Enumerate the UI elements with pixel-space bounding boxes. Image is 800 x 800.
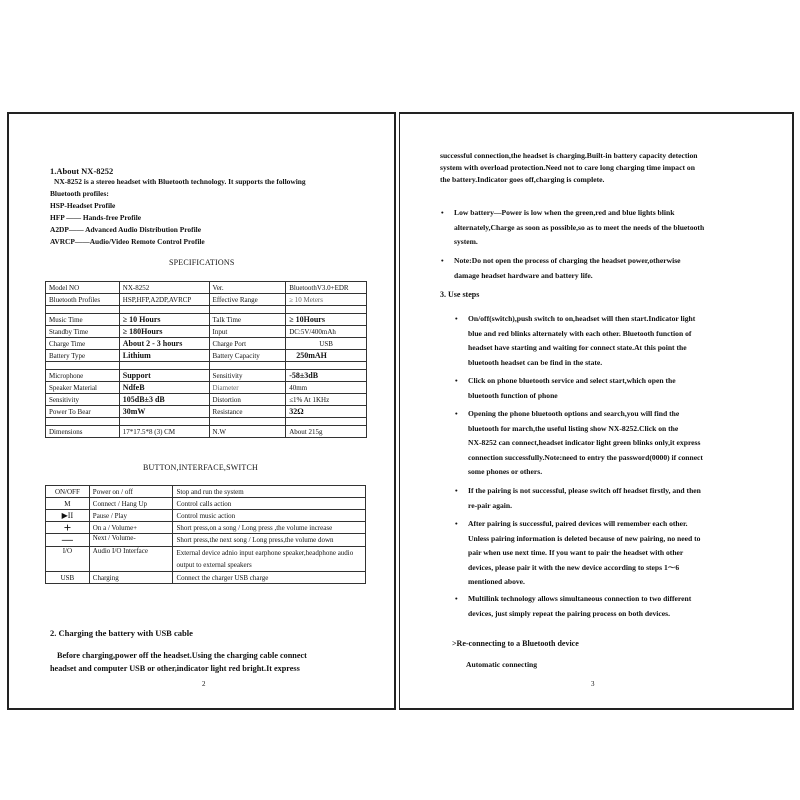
spec-cell: ≥ 10Hours bbox=[286, 314, 367, 326]
plus-icon: + bbox=[46, 522, 90, 534]
spec-cell: Talk Time bbox=[209, 314, 286, 326]
table-row bbox=[46, 486, 366, 498]
button-cell: Control calls action bbox=[173, 498, 366, 510]
list-item bbox=[441, 206, 705, 250]
table-row bbox=[46, 314, 367, 326]
table-row bbox=[46, 534, 366, 547]
minus-icon: — bbox=[46, 534, 90, 547]
text-line: If the pairing is not successful, please switch off headset firstly, and then bbox=[468, 486, 701, 495]
list-item bbox=[455, 312, 696, 370]
text-line: On/off(switch),push switch to on,headset will then start.Indicator light bbox=[468, 314, 696, 323]
spec-cell: -58±3dB bbox=[286, 370, 367, 382]
charging-line: Before charging,power off the headset.Using the charging cable connect bbox=[57, 651, 307, 660]
page-number: 3 bbox=[591, 680, 595, 688]
about-line: HSP-Headset Profile bbox=[50, 201, 116, 210]
about-line: AVRCP——Audio/Video Remote Control Profile bbox=[50, 237, 205, 246]
spec-cell: Support bbox=[119, 370, 209, 382]
text-line: connection successfully.Note:need to entry the password(0000) if connect bbox=[468, 452, 703, 462]
spec-cell: Model NO bbox=[46, 282, 120, 294]
text-line: Unless pairing information is deleted because of new pairing, no need to bbox=[468, 533, 701, 543]
text-line: Multilink technology allows simultaneous connection to two different bbox=[468, 594, 692, 603]
button-cell: Pause / Play bbox=[89, 510, 173, 522]
button-cell: On a / Volume+ bbox=[89, 522, 173, 534]
about-line: Bluetooth profiles: bbox=[50, 189, 109, 198]
spec-cell: HSP,HFP,A2DP,AVRCP bbox=[119, 294, 209, 306]
list-item bbox=[455, 374, 676, 403]
spec-cell: 105dB±3 dB bbox=[119, 394, 209, 406]
reconnect-title: >Re-connecting to a Bluetooth device bbox=[452, 639, 579, 648]
text-line: re-pair again. bbox=[468, 500, 513, 510]
text-line: bluetooth headset can be find in the state. bbox=[468, 357, 603, 367]
table-row bbox=[46, 326, 367, 338]
spec-cell: USB bbox=[286, 338, 367, 350]
text-line: blue and red blinks alternately with each other. Bluetooth function of bbox=[468, 328, 692, 338]
spec-cell: Charge Port bbox=[209, 338, 286, 350]
table-row bbox=[46, 547, 366, 572]
table-row bbox=[46, 338, 367, 350]
play-pause-icon: ▶II bbox=[46, 510, 90, 522]
table-row bbox=[46, 282, 367, 294]
spec-cell: Distortion bbox=[209, 394, 286, 406]
page-number: 2 bbox=[202, 680, 206, 688]
spec-cell: ≥ 10 Meters bbox=[286, 294, 367, 306]
text-line: pair when use next time. If you want to pair the headset with other bbox=[468, 548, 684, 558]
table-row bbox=[46, 350, 367, 362]
right-page bbox=[399, 112, 794, 710]
spec-cell: 32Ω bbox=[286, 406, 367, 418]
bullet-icon: • bbox=[441, 256, 444, 265]
spec-cell: About 2 - 3 hours bbox=[119, 338, 209, 350]
list-item bbox=[455, 517, 701, 590]
text-line: the battery.Indicator goes off,charging is complete. bbox=[440, 175, 605, 184]
text-line: system. bbox=[454, 237, 478, 247]
left-page bbox=[7, 112, 396, 710]
spec-cell: ≥ 180Hours bbox=[119, 326, 209, 338]
spec-cell: Lithium bbox=[119, 350, 209, 362]
button-cell: Short press,the next song / Long press,the volume down bbox=[173, 534, 366, 547]
button-cell: Connect the charger USB charge bbox=[173, 572, 366, 584]
table-row bbox=[46, 522, 366, 534]
button-table bbox=[45, 485, 366, 584]
text-line: some phones or others. bbox=[468, 467, 543, 477]
m-button-label: M bbox=[46, 498, 90, 510]
spec-cell: 17*17.5*8 (3) CM bbox=[119, 426, 209, 438]
specifications-table bbox=[45, 281, 367, 438]
spec-cell: Dimensions bbox=[46, 426, 120, 438]
text-line: Click on phone bluetooth service and select start,which open the bbox=[468, 376, 676, 385]
text-line: system with overload protection.Need not to care long charging time impact on bbox=[440, 163, 695, 172]
text-line: bluetooth function of phone bbox=[468, 390, 558, 400]
text-line: devices, just simply repeat the pairing process on both devices. bbox=[468, 608, 671, 618]
spec-cell: NdfeB bbox=[119, 382, 209, 394]
button-cell: Power on / off bbox=[89, 486, 173, 498]
spec-cell: ≥ 10 Hours bbox=[119, 314, 209, 326]
spec-cell: Ver. bbox=[209, 282, 286, 294]
spec-cell: Standby Time bbox=[46, 326, 120, 338]
spec-cell: Music Time bbox=[46, 314, 120, 326]
button-cell: Short press,on a song / Long press ,the volume increase bbox=[173, 522, 366, 534]
spec-cell: 30mW bbox=[119, 406, 209, 418]
bullet-icon: • bbox=[455, 519, 458, 528]
button-cell: Audio I/O Interface bbox=[89, 547, 173, 572]
text-line: headset have starting and waiting for connect state.At this point the bbox=[468, 343, 687, 353]
io-interface-label: I/O bbox=[46, 547, 90, 572]
list-item bbox=[455, 407, 703, 480]
table-row bbox=[46, 406, 367, 418]
text-line: damage headset hardware and battery life. bbox=[454, 270, 593, 280]
about-line: NX-8252 is a stereo headset with Bluetooth technology. It supports the following bbox=[54, 177, 306, 186]
text-line: Note:Do not open the process of charging the headset power,otherwise bbox=[454, 256, 681, 265]
table-row bbox=[46, 572, 366, 584]
table-row bbox=[46, 394, 367, 406]
button-cell: Next / Volume- bbox=[89, 534, 173, 547]
button-cell: External device adnio input earphone speaker,headphone audio output to external speakers bbox=[173, 547, 366, 572]
specifications-title: SPECIFICATIONS bbox=[169, 258, 235, 267]
text-line: NX-8252 can connect,headset indicator light green blinks only,it express bbox=[468, 438, 701, 448]
spec-cell: Diameter bbox=[209, 382, 286, 394]
text-line: alternately,Charge as soon as possible,so as to meet the needs of the bluetooth bbox=[454, 222, 705, 232]
spec-cell: NX-8252 bbox=[119, 282, 209, 294]
bullet-icon: • bbox=[455, 409, 458, 418]
table-row bbox=[46, 426, 367, 438]
spec-cell: Battery Type bbox=[46, 350, 120, 362]
use-steps-title: 3. Use steps bbox=[440, 290, 480, 299]
button-cell: Connect / Hang Up bbox=[89, 498, 173, 510]
spec-cell: Battery Capacity bbox=[209, 350, 286, 362]
list-item bbox=[455, 484, 701, 513]
charging-title: 2. Charging the battery with USB cable bbox=[50, 628, 193, 638]
bullet-icon: • bbox=[441, 208, 444, 217]
auto-connect-label: Automatic connecting bbox=[466, 660, 538, 669]
spec-cell: 250mAH bbox=[286, 350, 367, 362]
charging-line: headset and computer USB or other,indicator light red bright.It express bbox=[50, 664, 300, 673]
spec-cell: ≤1% At 1KHz bbox=[286, 394, 367, 406]
spec-cell: DC:5V/400mAh bbox=[286, 326, 367, 338]
list-item bbox=[441, 254, 681, 283]
text-line: mentioned above. bbox=[468, 577, 525, 587]
spec-cell: Speaker Material bbox=[46, 382, 120, 394]
spec-cell: BluetoothV3.0+EDR bbox=[286, 282, 367, 294]
table-row bbox=[46, 370, 367, 382]
spec-cell: Sensitivity bbox=[46, 394, 120, 406]
spec-cell: Charge Time bbox=[46, 338, 120, 350]
spec-cell: Microphone bbox=[46, 370, 120, 382]
button-cell: Control music action bbox=[173, 510, 366, 522]
about-line: HFP —— Hands-free Profile bbox=[50, 213, 142, 222]
text-line: After pairing is successful, paired devices will remember each other. bbox=[468, 519, 688, 528]
text-line: Opening the phone bluetooth options and search,you will find the bbox=[468, 409, 680, 418]
about-line: A2DP—— Advanced Audio Distribution Profile bbox=[50, 225, 201, 234]
usb-label: USB bbox=[46, 572, 90, 584]
text-line: bluetooth for march,the useful listing show NX-8252.Click on the bbox=[468, 423, 679, 433]
table-row bbox=[46, 294, 367, 306]
button-cell: Stop and run the system bbox=[173, 486, 366, 498]
charging-continued bbox=[440, 150, 698, 186]
spec-cell: Input bbox=[209, 326, 286, 338]
spec-cell: Sensitivity bbox=[209, 370, 286, 382]
spec-cell: Power To Bear bbox=[46, 406, 120, 418]
button-interface-title: BUTTON,INTERFACE,SWITCH bbox=[143, 463, 258, 472]
table-row bbox=[46, 498, 366, 510]
text-line: Low battery—Power is low when the green,red and blue lights blink bbox=[454, 208, 675, 217]
spec-cell: Bluetooth Profiles bbox=[46, 294, 120, 306]
spec-cell: 40mm bbox=[286, 382, 367, 394]
bullet-icon: • bbox=[455, 486, 458, 495]
bullet-icon: • bbox=[455, 314, 458, 323]
spec-cell: N.W bbox=[209, 426, 286, 438]
spec-cell: Effective Range bbox=[209, 294, 286, 306]
text-line: devices, please pair it with the new device according to steps 1～6 bbox=[468, 562, 680, 572]
power-switch-label: ON/OFF bbox=[46, 486, 90, 498]
about-title: 1.About NX-8252 bbox=[50, 166, 114, 176]
spec-cell: About 215g bbox=[286, 426, 367, 438]
bullet-icon: • bbox=[455, 594, 458, 603]
button-cell: Charging bbox=[89, 572, 173, 584]
table-row bbox=[46, 382, 367, 394]
list-item bbox=[455, 592, 692, 621]
table-row bbox=[46, 510, 366, 522]
spec-cell: Resistance bbox=[209, 406, 286, 418]
text-line: successful connection,the headset is charging.Built-in battery capacity detection bbox=[440, 151, 698, 160]
bullet-icon: • bbox=[455, 376, 458, 385]
